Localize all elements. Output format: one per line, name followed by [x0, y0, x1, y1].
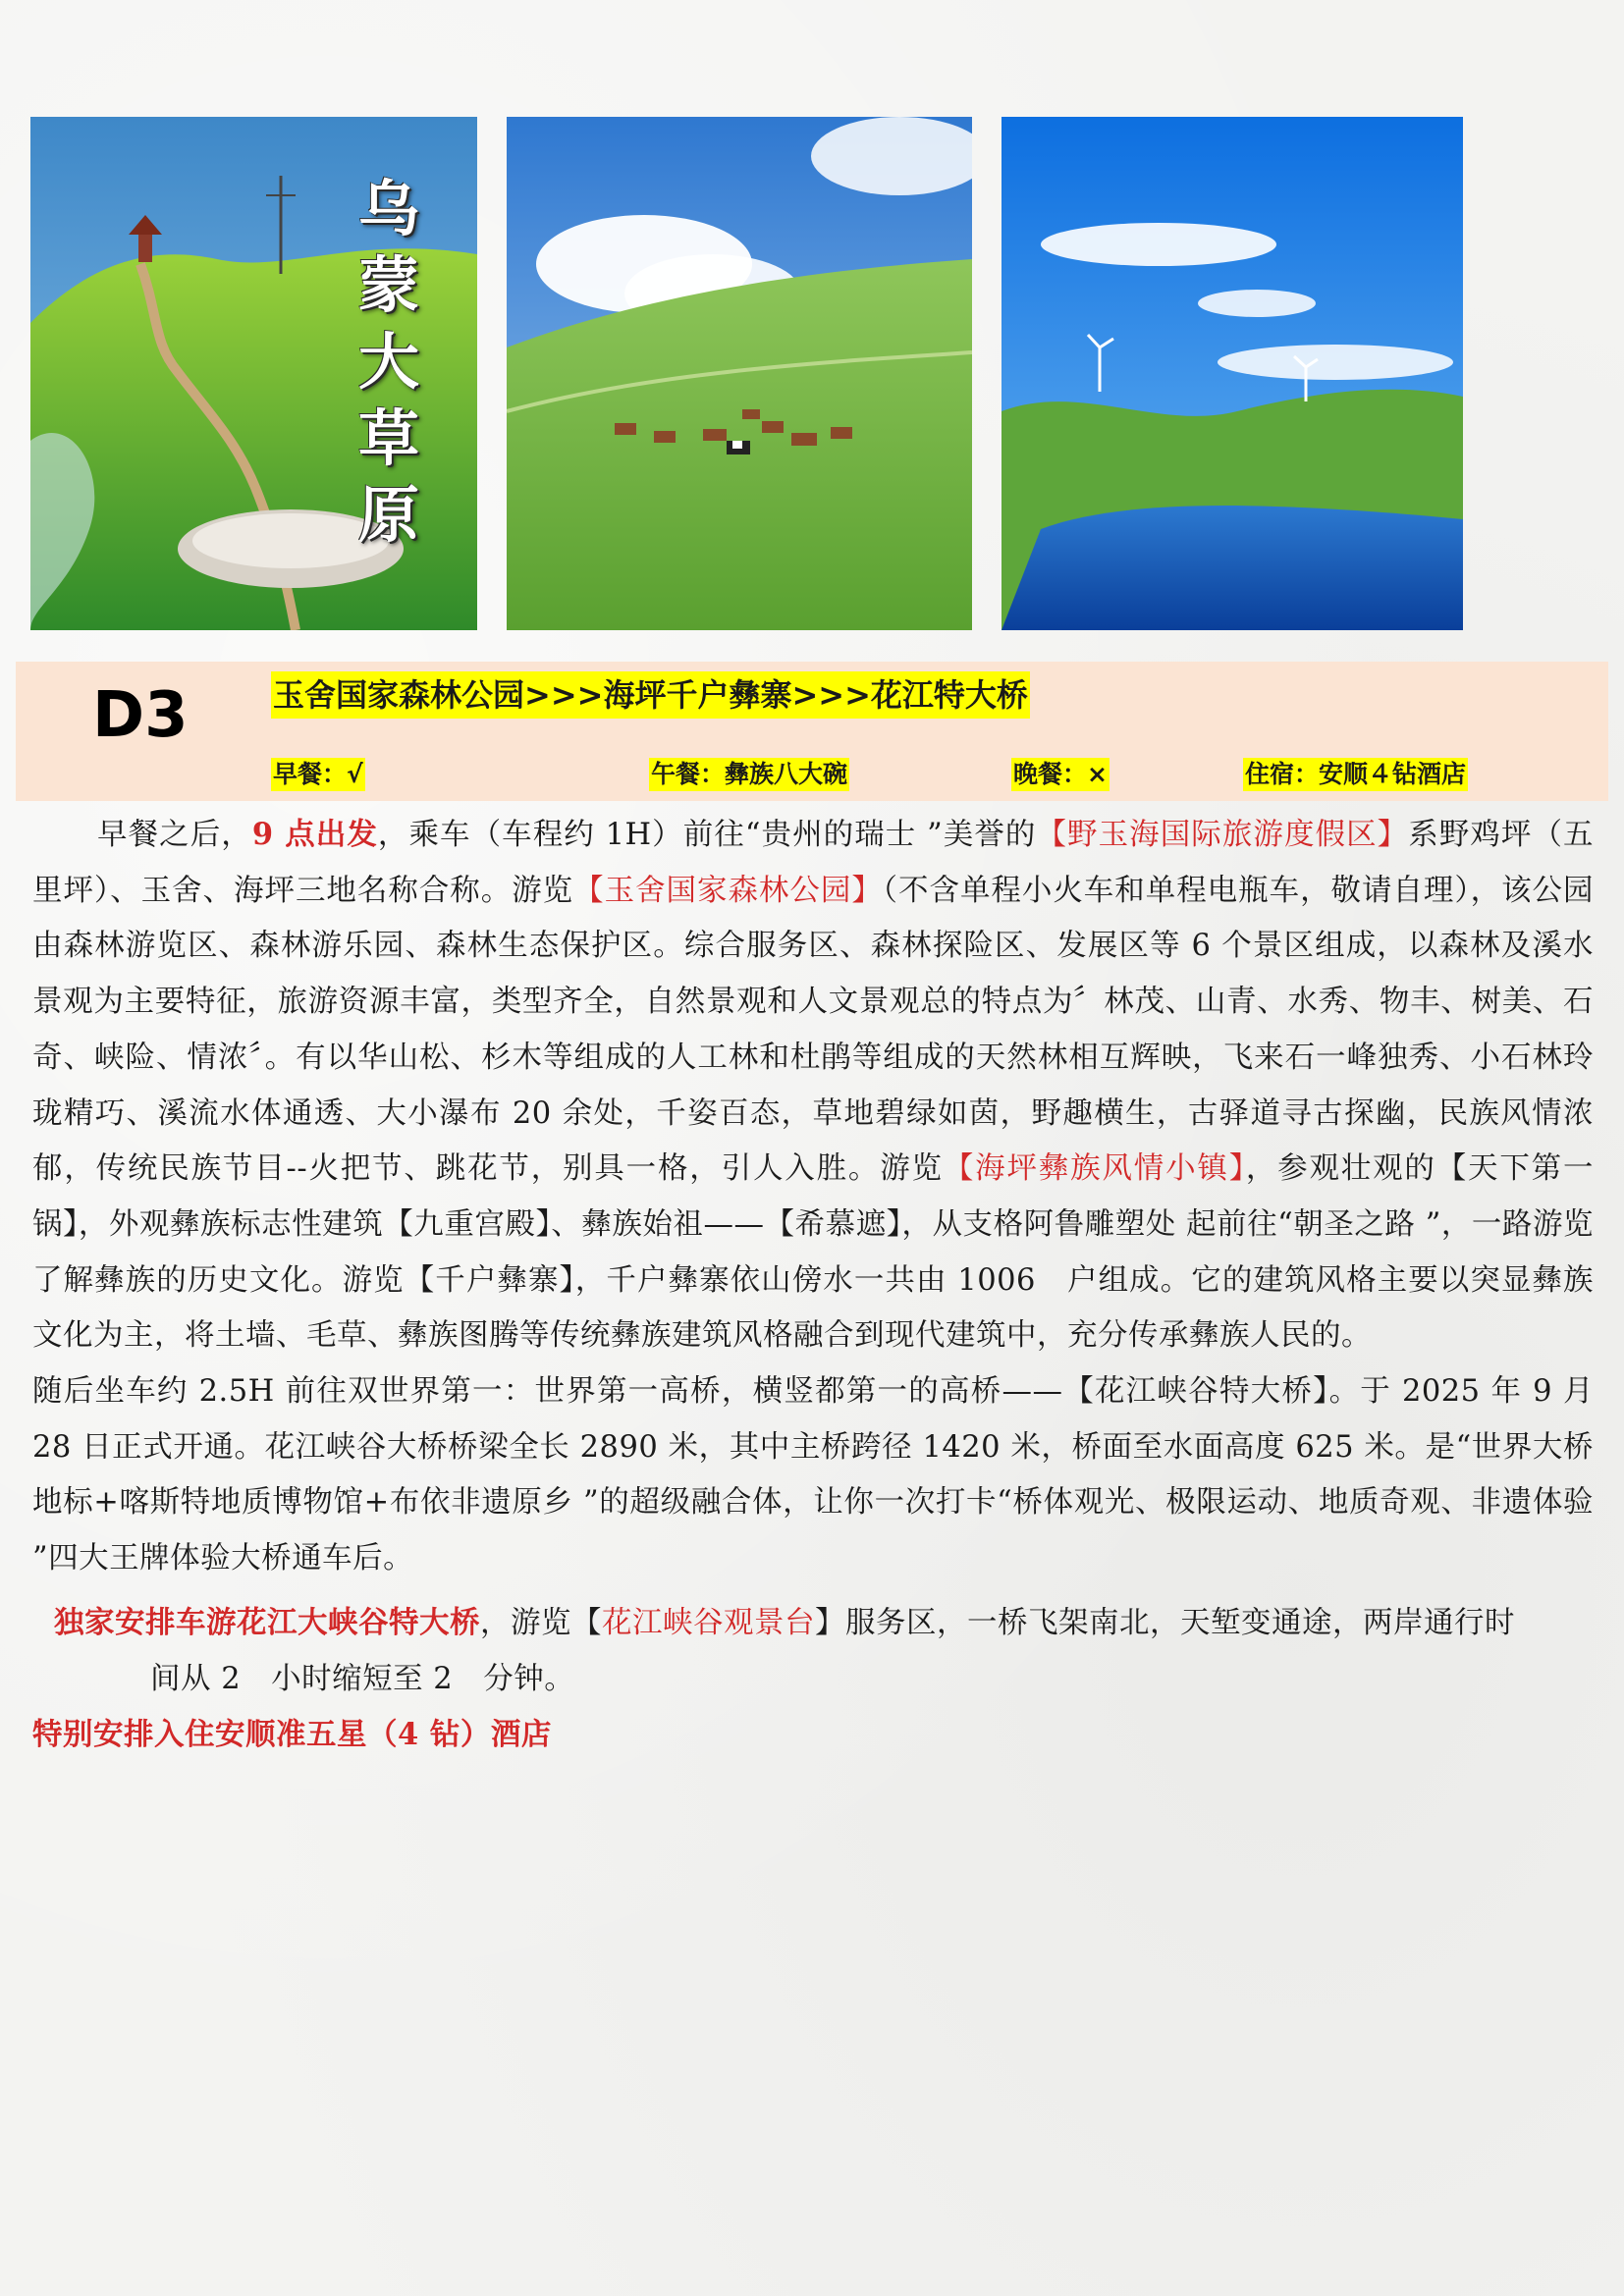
- highlight-resort: 【野玉海国际旅游度假区】: [1036, 818, 1409, 852]
- photo-grazing-cattle: [507, 117, 972, 630]
- text-span: ，参观壮观的【天下第一锅】，外观彝族标志性建筑【九重宫殿】、彝族始祖——【希慕遮】，从支格阿鲁雕塑处 起前往“朝圣之路 ”，一路游览了解彝族的历史文化。游览【千户彝寨】，千户彝寨依山傍水一共由 1006 户组成。它的建筑风格主要以突显彝族文化为主，将土墙、毛草、彝族图腾等传统彝族建筑风格融合到现代建筑中，充分传承彝族人民的。: [32, 1151, 1595, 1354]
- hotel-note: 特别安排入住安顺准五星（4 钻）酒店: [32, 1717, 552, 1753]
- route-title: 玉舍国家森林公园>>>海坪千户彝寨>>>花江特大桥: [271, 671, 1030, 719]
- highlight-bridge-tour: 独家安排车游花江大峡谷特大桥: [54, 1604, 480, 1640]
- day-label: D3: [92, 679, 189, 752]
- text-span: 】服务区，一桥飞架南北，天堑变通途，两岸通行时: [815, 1605, 1515, 1640]
- lake-wind-turbines-icon: [1001, 117, 1463, 630]
- text-span: （不含单程小火车和单程电瓶车，敬请自理），该公园由森林游览区、森林游乐园、森林生态保护区。综合服务区、森林探险区、发展区等 6 个景区组成，以森林及溪水景观为主要特征，旅游资源丰富，类型齐全，自然景观和人文景观总的特点为〞林茂、山青、水秀、物丰、树美、石奇、峡险、情浓〞。有以华山松、杉木等组成的人工林和杜鹃等组成的天然林相互辉映，飞来石一峰独秀、小石林玲珑精巧、溪流水体通透、大小瀑布 20 余处，千姿百态，草地碧绿如茵，野趣横生，古驿道寻古探幽，民族风情浓郁，传统民族节目--火把节、跳花节，别具一格，引人入胜。游览: [32, 873, 1595, 1187]
- highlight-yi-town: 【海坪彝族风情小镇】: [943, 1151, 1246, 1187]
- text-span: ，乘车（车程约 1H）前往“贵州的瑞士 ”美誉的: [377, 818, 1037, 852]
- paragraph-bridge: 随后坐车约 2.5H 前往双世界第一：世界第一高桥，横竖都第一的高桥——【花江峡谷特大桥】。于 2025 年 9 月 28 日正式开通。花江峡谷大桥桥梁全长 2890 米，其中主桥跨径 1420 米，桥面至水面高度 625 米。是“世界大桥地标+喀斯特地质博物馆+布依非遗原乡 ”的超级融合体，让你一次打卡“桥体观光、极限运动、地质奇观、非遗体验 ”四大王牌体验大桥通车后。: [32, 1374, 1594, 1576]
- meal-breakfast: 早餐：√: [271, 758, 365, 791]
- hotel-info: 住宿：安顺４钻酒店: [1243, 758, 1468, 791]
- text-span: 系野鸡坪（五里坪）、玉舍、海坪三地名称合称。游览: [32, 818, 1595, 908]
- photo-wumeng-grassland: [30, 117, 477, 630]
- grazing-cattle-icon: [507, 117, 972, 630]
- photo-lake-turbines: [1001, 117, 1463, 630]
- meal-lunch: 午餐：彝族八大碗: [649, 758, 849, 791]
- paragraph-bridge-tour: [32, 1595, 1594, 1707]
- highlight-viewpoint: 花江峡谷观景台: [602, 1605, 815, 1640]
- itinerary-body: [32, 807, 1594, 1763]
- day-header: [16, 662, 1608, 801]
- highlight-forest-park: 【玉舍国家森林公园】: [573, 873, 883, 908]
- text-span: ，游览【: [480, 1605, 602, 1640]
- departure-time: 9 点出发: [251, 817, 378, 852]
- text-span: 早餐之后，: [97, 818, 252, 852]
- meal-dinner: 晚餐：×: [1011, 758, 1110, 791]
- text-span: 间从 2 小时缩短至 2 分钟。: [150, 1661, 575, 1696]
- paragraph-forest-park: [32, 807, 1594, 1364]
- photo-caption: 乌蒙大草原: [357, 173, 419, 551]
